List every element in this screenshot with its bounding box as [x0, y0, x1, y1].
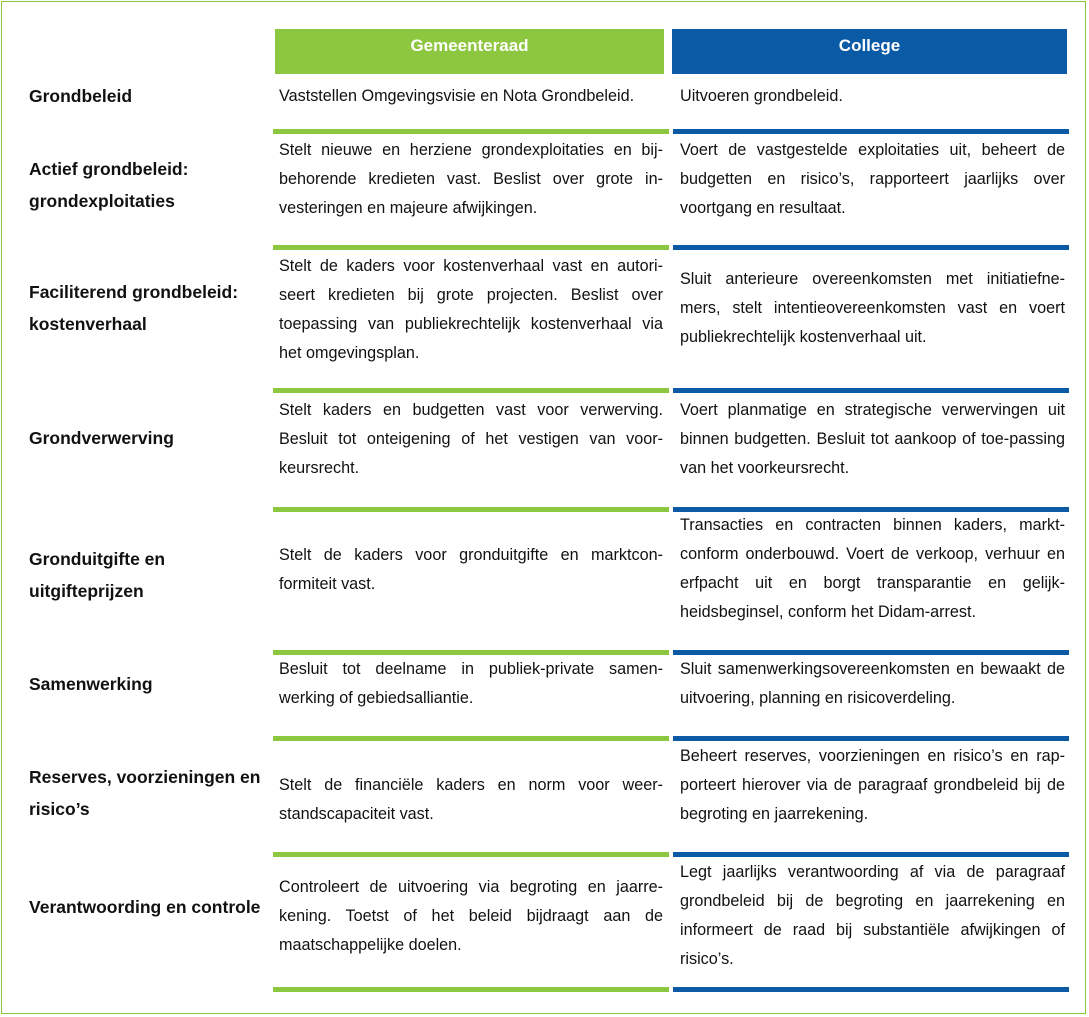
cell-college-faciliterend-grondbeleid: Sluit anterieure overeenkomsten met initiatiefne-mers, stelt intentieovereenkomsten vast en voert publiekrechtelijk kostenverhaal uit.: [680, 270, 1065, 346]
cell-gemeenteraad-gronduitgifte: Stelt de kaders voor gronduitgifte en marktcon-formiteit vast.: [279, 546, 663, 593]
cell-gemeenteraad-verantwoording: Controleert de uitvoering via begroting en jaarre-kening. Toetst of het beleid bijdraagt aan de maatschappelijke doelen.: [279, 878, 663, 954]
cell-college-actief-grondbeleid: Voert de vastgestelde exploitaties uit, beheert de budgetten en risico’s, rapporteert jaarlijks over voortgang en resultaat.: [680, 141, 1065, 217]
row-label-grondbeleid: Grondbeleid: [29, 86, 133, 106]
row-divider-gemeenteraad: [273, 129, 669, 134]
cell-college-reserves: Beheert reserves, voorzieningen en risico’s en rap-porteert hierover via de paragraaf grondbeleid bij de begroting en jaarrekening.: [680, 747, 1065, 823]
row-label-actief-grondbeleid: Actief grondbeleid: grondexploitaties: [29, 159, 189, 211]
cell-gemeenteraad-grondbeleid: Vaststellen Omgevingsvisie en Nota Grondbeleid.: [279, 87, 635, 105]
row-divider-gemeenteraad: [273, 507, 669, 512]
cell-gemeenteraad-samenwerking: Besluit tot deelname in publiek-private samen-werking of gebiedsalliantie.: [279, 660, 663, 707]
row-divider-college: [673, 987, 1069, 992]
cell-gemeenteraad-faciliterend-grondbeleid: Stelt de kaders voor kostenverhaal vast en autori-seert kredieten bij grote projecten. Beslist over toepassing van publiekrechtelijk kostenverhaal via het omgevingsplan.: [279, 257, 663, 362]
row-label-verantwoording: Verantwoording en controle: [29, 897, 261, 917]
row-divider-gemeenteraad: [273, 852, 669, 857]
row-label-reserves: Reserves, voorzieningen en risico’s: [29, 767, 261, 819]
row-divider-gemeenteraad: [273, 736, 669, 741]
row-divider-gemeenteraad: [273, 987, 669, 992]
cell-college-verantwoording: Legt jaarlijks verantwoording af via de paragraaf grondbeleid bij de begroting en jaarrekening en informeert de raad bij substantiële afwijkingen of risico’s.: [680, 863, 1065, 968]
row-label-faciliterend-grondbeleid: Faciliterend grondbeleid: kostenverhaal: [29, 282, 239, 334]
row-divider-college: [673, 736, 1069, 741]
row-divider-college: [673, 852, 1069, 857]
cell-gemeenteraad-grondverwerving: Stelt kaders en budgetten vast voor verwerving. Besluit tot onteigening of het vestigen van voor-keursrecht.: [279, 401, 663, 477]
row-divider-college: [673, 129, 1069, 134]
row-label-gronduitgifte: Gronduitgifte en uitgifteprijzen: [29, 549, 166, 601]
cell-college-grondbeleid: Uitvoeren grondbeleid.: [680, 87, 843, 105]
cell-college-samenwerking: Sluit samenwerkingsovereenkomsten en bewaakt de uitvoering, planning en risicoverdeling.: [680, 660, 1065, 707]
row-divider-gemeenteraad: [273, 388, 669, 393]
cell-college-grondverwerving: Voert planmatige en strategische verwervingen uit binnen budgetten. Besluit tot aankoop of toe-passing van het voorkeursrecht.: [680, 401, 1065, 477]
cell-gemeenteraad-reserves: Stelt de financiële kaders en norm voor weer-standscapaciteit vast.: [279, 776, 663, 823]
cell-gemeenteraad-actief-grondbeleid: Stelt nieuwe en herziene grondexploitaties en bij-behorende kredieten vast. Beslist over grote in-vesteringen en majeure afwijkingen.: [279, 141, 663, 217]
row-divider-gemeenteraad: [273, 245, 669, 250]
row-divider-college: [673, 388, 1069, 393]
row-label-grondverwerving: Grondverwerving: [29, 428, 174, 448]
row-label-samenwerking: Samenwerking: [29, 674, 153, 694]
header-college: College: [672, 29, 1067, 74]
header-gemeenteraad: Gemeenteraad: [275, 29, 664, 74]
cell-college-gronduitgifte: Transacties en contracten binnen kaders, markt-conform onderbouwd. Voert de verkoop, verhuur en erfpacht uit en borgt transparantie en gelijk-heidsbeginsel, conform het Didam-arrest.: [680, 516, 1065, 621]
row-divider-college: [673, 245, 1069, 250]
